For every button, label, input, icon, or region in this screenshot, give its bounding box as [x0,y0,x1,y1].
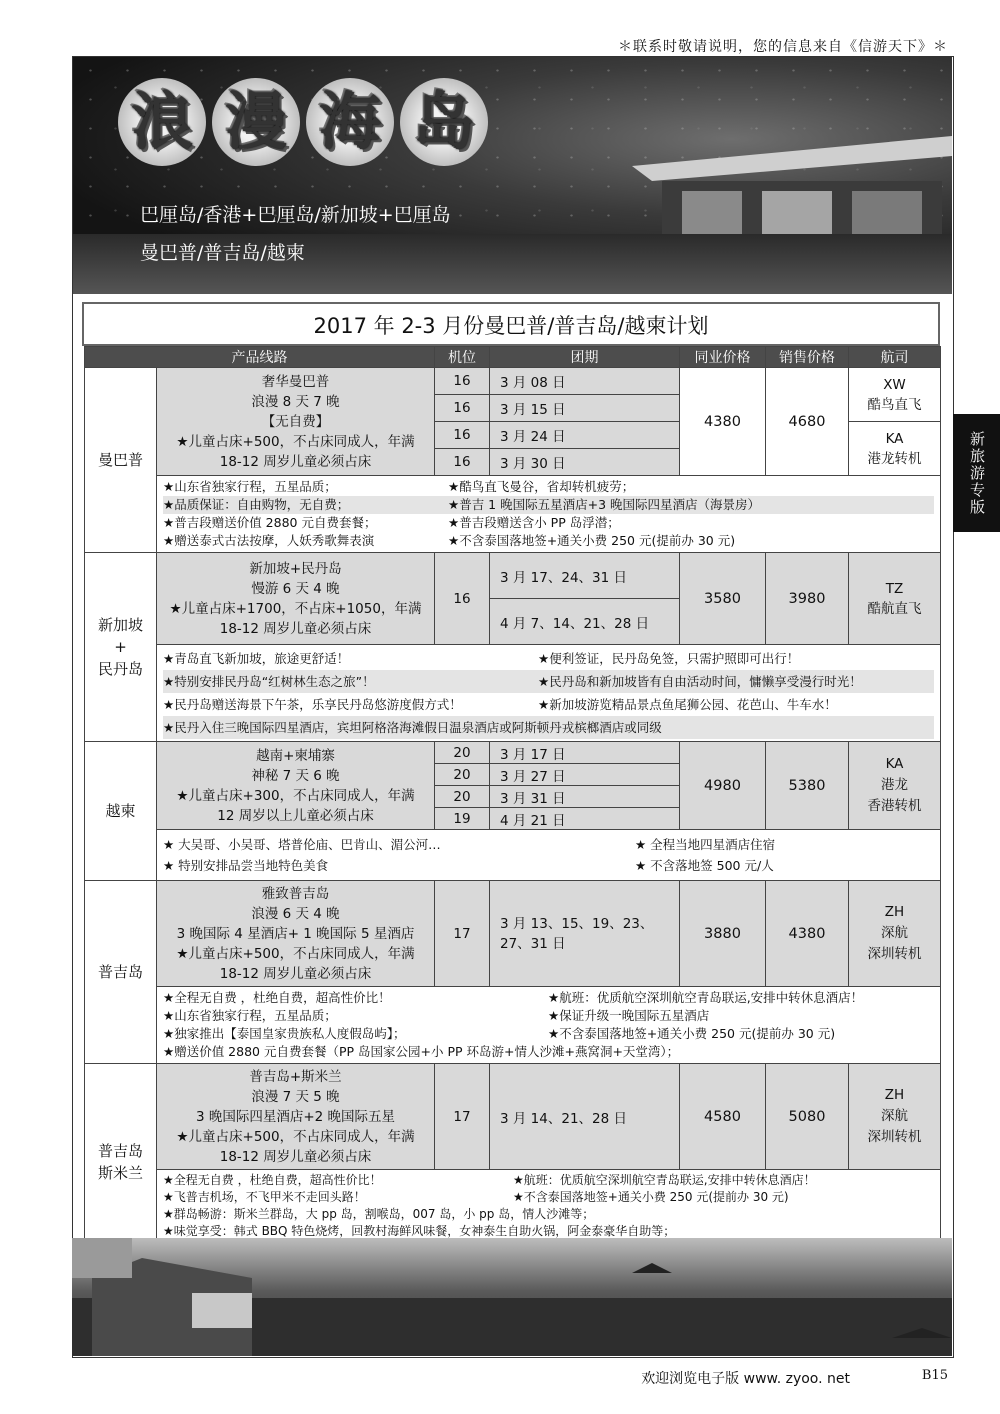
table-header-row [85,347,941,368]
title-char: 岛 [400,78,488,166]
child-policy-2: 18-12 周岁儿童必须占床 [219,453,372,470]
seats-cell: 19 [435,808,490,830]
airline-note: 港龙转机 [867,450,922,467]
product-name: 普吉岛+斯米兰 [249,1068,342,1085]
airline-note: 深航 [881,1108,908,1124]
seats-cell: 17 [435,1064,490,1170]
page-number: B15 [921,1368,948,1383]
airline-cell [849,422,941,476]
airline-code: TZ [885,580,904,597]
seats-cell: 20 [435,786,490,808]
child-policy: ★儿童占床+500，不占床同成人，年满 [176,433,415,450]
note: ★全程无自费 ，杜绝自费，超高性价比！ [163,990,391,1005]
side-tab: 新旅游专版 [953,414,1000,532]
note: ★普吉段赠送价值 2880 元自费套餐； [163,515,377,530]
destinations-line-2: 曼巴普/普吉岛/越柬 [140,242,305,264]
destinations-line-1: 巴厘岛/香港+巴厘岛/新加坡+巴厘岛 [140,204,451,226]
note: ★普吉段赠送含小 PP 岛浮潜； [448,515,620,530]
product-name: 新加坡+民丹岛 [249,560,342,577]
header-route: 产品线路 [85,347,435,368]
date-cell: 3 月 24 日 [490,422,680,449]
product-cell [157,742,435,830]
date-cell: 3 月 13、15、19、23、27、31 日 [490,881,680,987]
airline-cell [849,881,941,987]
airline-note: 酷航直飞 [867,600,922,617]
airline-note: 酷鸟直飞 [867,396,922,413]
trade-price-cell: 4980 [680,742,766,830]
notes-row [85,987,941,1064]
notes-cell [157,987,941,1064]
table-row [85,881,941,987]
airline-note: 深圳转机 [867,1129,922,1145]
note: ★品质保证：自由购物，无自费； [163,497,350,512]
airline-cell [849,553,941,645]
note: ★山东省独家行程，五星品质； [163,1008,337,1023]
child-policy: ★儿童占床+1700，不占床+1050，年满 [169,600,422,617]
region-cell: 普吉岛 [85,881,157,1064]
airline-note: 港龙 [881,777,908,793]
note: ★酷鸟直飞曼谷，省却转机疲劳； [448,479,635,494]
product-cell [157,553,435,645]
note: ★青岛直飞新加坡，旅途更舒适！ [163,651,350,666]
airline-note: 深圳转机 [867,946,922,962]
seats-cell: 20 [435,742,490,764]
sale-price-cell: 4380 [766,881,849,987]
child-policy: ★儿童占床+500，不占床同成人，年满 [176,945,415,962]
note: ★全程无自费 ，杜绝自费，超高性价比！ [163,1173,382,1187]
table-row [85,553,941,599]
seats-cell: 20 [435,764,490,786]
seats-cell: 16 [435,395,490,422]
date-cell: 3 月 17、24、31 日 [490,553,680,599]
note: ★便利签证，民丹岛免签，只需护照即可出行！ [538,651,800,666]
region-label: 民丹岛 [97,660,143,678]
notes-row [85,476,941,553]
child-policy-2: 18-12 周岁儿童必须占床 [219,1148,372,1165]
region-label: 普吉岛 [97,1141,143,1160]
trade-price-cell: 3580 [680,553,766,645]
child-policy: ★儿童占床+300，不占床同成人，年满 [176,787,415,804]
note: ★民丹岛和新加坡皆有自由活动时间，慵懒享受漫行时光！ [538,674,862,689]
seats-cell: 16 [435,553,490,645]
resort-photo [72,1238,952,1356]
date-cell: 3 月 27 日 [490,764,680,786]
note: ★赠送价值 2880 元自费套餐（PP 岛国家公园+小 PP 环岛游+情人沙滩+燕窝洞+天堂湾）； [163,1044,680,1059]
note: ★ 特别安排品尝当地特色美食 [163,858,329,873]
plan-title: 2017 年 2-3 月份曼巴普/普吉岛/越柬计划 [82,302,940,346]
note: ★不含泰国落地签+通关小费 250 元(提前办 30 元) [448,533,736,548]
header-seats: 机位 [435,347,490,368]
product-name: 奢华曼巴普 [261,373,330,390]
note: ★ 大吴哥、小吴哥、塔普伦庙、巴肯山、湄公河… [163,837,441,852]
sale-price-cell: 5380 [766,742,849,830]
seats-cell: 17 [435,881,490,987]
airline-code: ZH [884,1087,905,1103]
seats-cell: 16 [435,368,490,395]
airline-cell [849,368,941,422]
notes-cell [157,476,941,553]
product-name: 越南+柬埔寨 [256,747,335,764]
seats-cell: 16 [435,449,490,476]
note: ★民丹入住三晚国际四星酒店，宾坦阿格洛海滩假日温泉酒店或阿斯顿丹戎槟榔酒店或同级 [163,720,662,735]
date-cell: 3 月 15 日 [490,395,680,422]
note: ★ 全程当地四星酒店住宿 [635,837,776,852]
notes-cell [157,645,941,742]
product-cell [157,368,435,476]
note: ★不含泰国落地签+通关小费 250 元(提前办 30 元) [513,1190,789,1204]
note: ★不含泰国落地签+通关小费 250 元(提前办 30 元) [548,1026,836,1041]
header-sale-price: 销售价格 [766,347,849,368]
airline-code: XW [883,376,906,393]
title-char: 浪 [118,78,206,166]
hotel-info: 3 晚国际 4 星酒店+ 1 晚国际 5 星酒店 [176,925,415,942]
airline-code: KA [885,430,904,447]
product-duration: 浪漫 7 天 5 晚 [251,1088,340,1105]
table-row [85,368,941,395]
product-cell [157,1064,435,1170]
note: ★味觉享受：韩式 BBQ 特色烧烤，回教村海鲜风味餐，女神泰生自助火锅，阿金泰豪华自助等； [163,1224,676,1238]
header-airline: 航司 [849,347,941,368]
hotel-info: 3 晚国际四星酒店+2 晚国际五星 [195,1108,396,1125]
region-cell: 曼巴普 [85,368,157,553]
product-duration: 浪漫 8 天 7 晚 [251,393,340,410]
notes-cell [157,830,941,881]
airline-note: 深航 [881,925,908,941]
title-char: 漫 [212,78,300,166]
airline-code: KA [885,756,904,772]
note: ★航班：优质航空深圳航空青岛联运,安排中转休息酒店！ [548,990,864,1005]
airline-code: ZH [884,904,905,920]
notes-row [85,830,941,881]
airline-note: 香港转机 [867,798,922,814]
note: ★航班：优质航空深圳航空青岛联运,安排中转休息酒店！ [513,1173,816,1187]
sale-price-cell: 4680 [766,368,849,476]
sale-price-cell: 5080 [766,1064,849,1170]
date-cell: 4 月 21 日 [490,808,680,830]
date-cell: 3 月 17 日 [490,742,680,764]
region-label: 新加坡 [97,616,143,634]
note: ★群岛畅游：斯米兰群岛，大 pp 岛，割喉岛，007 岛，小 pp 岛，情人沙滩等； [163,1207,595,1221]
note: ★保证升级一晚国际五星酒店 [548,1008,710,1023]
child-policy-2: 18-12 周岁儿童必须占床 [219,965,372,982]
header-trade-price: 同业价格 [680,347,766,368]
note: ★民丹岛赠送海景下午茶，乐享民丹岛悠游度假方式！ [163,697,462,712]
note: ★飞普吉机场，不飞甲米不走回头路！ [163,1190,366,1204]
note: ★赠送泰式古法按摩，人妖秀歌舞表演 [163,533,375,548]
airline-cell [849,742,941,830]
note: ★特别安排民丹岛“红树林生态之旅”！ [163,674,375,689]
product-cell [157,881,435,987]
region-cell [85,553,157,742]
child-policy-2: 12 周岁以上儿童必须占床 [217,807,374,824]
product-tag: 【无自费】 [261,413,330,430]
child-policy-2: 18-12 周岁儿童必须占床 [219,620,372,637]
seats-cell: 16 [435,422,490,449]
region-cell: 越柬 [85,742,157,881]
date-cell: 3 月 08 日 [490,368,680,395]
region-label: 斯米兰 [97,1163,143,1182]
note: ★山东省独家行程，五星品质； [163,479,337,494]
table-row [85,742,941,764]
trade-price-cell: 3880 [680,881,766,987]
note: ★ 不含落地签 500 元/人 [635,858,774,873]
date-cell: 3 月 14、21、28 日 [490,1064,680,1170]
sale-price-cell: 3980 [766,553,849,645]
product-name: 雅致普吉岛 [261,885,330,902]
footer-website: 欢迎浏览电子版 www. zyoo. net [641,1371,850,1387]
airline-cell [849,1064,941,1170]
itinerary-table [84,346,941,1260]
product-duration: 浪漫 6 天 4 晚 [251,905,340,922]
resort-illustration [72,1238,952,1356]
region-cell [85,1064,157,1260]
title-char: 海 [306,78,394,166]
product-duration: 神秘 7 天 6 晚 [251,767,340,784]
product-duration: 慢游 6 天 4 晚 [251,580,340,597]
note: ★独家推出【泰国皇家贵族私人度假岛屿】； [163,1026,406,1041]
header-dates: 团期 [490,347,680,368]
table-row [85,1064,941,1170]
trade-price-cell: 4580 [680,1064,766,1170]
top-note: ＊联系时敬请说明，您的信息来自《信游天下》＊ [618,39,948,55]
notes-row [85,645,941,742]
date-cell: 4 月 7、14、21、28 日 [490,599,680,645]
date-cell: 3 月 30 日 [490,449,680,476]
note: ★普吉 1 晚国际五星酒店+3 晚国际四星酒店（海景房） [448,497,761,512]
child-policy: ★儿童占床+500，不占床同成人，年满 [176,1128,415,1145]
note: ★新加坡游览精品景点鱼尾狮公园、花芭山、牛车水！ [538,697,837,712]
date-cell: 3 月 31 日 [490,786,680,808]
region-label: + [114,638,127,656]
trade-price-cell: 4380 [680,368,766,476]
